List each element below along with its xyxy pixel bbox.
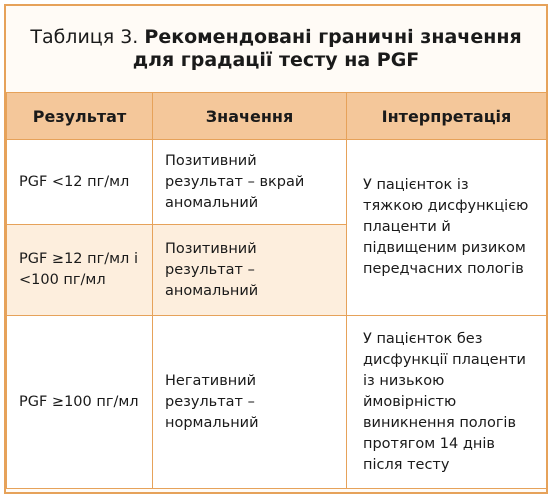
value-cell	[153, 140, 347, 225]
result-cell	[7, 316, 153, 489]
caption-prefix: Таблиця 3.	[30, 26, 139, 48]
header-interpretation: Інтерпретація	[347, 93, 547, 140]
value-cell	[153, 316, 347, 489]
value-cell	[153, 225, 347, 316]
table-row	[7, 316, 547, 489]
caption-title-line2: для градації тесту на PGF	[132, 49, 420, 71]
value-text: Позитивний результат – аномальний	[165, 240, 259, 299]
interpretation-text: У пацієнток без дисфункції плаценти із низькою ймовірністю виникнення пологів протягом 14 днів після тесту	[363, 330, 526, 473]
result-cell	[7, 140, 153, 225]
table-row	[7, 140, 547, 225]
interpretation-cell	[347, 316, 547, 489]
result-text: PGF <12 пг/мл	[19, 173, 130, 190]
table-header-row	[7, 93, 547, 140]
result-cell	[7, 225, 153, 316]
table-frame	[4, 4, 548, 494]
result-text: PGF ≥100 пг/мл	[19, 393, 139, 410]
value-text: Негативний результат – нормальний	[165, 372, 259, 431]
header-result: Результат	[7, 93, 153, 140]
result-text: PGF ≥12 пг/мл і <100 пг/мл	[19, 251, 138, 288]
caption-title-line1: Рекомендовані граничні значення	[144, 26, 522, 48]
interpretation-text: У пацієнток із тяжкою дисфункцією плаценти й підвищеним ризиком передчасних пологів	[363, 177, 529, 277]
header-value: Значення	[153, 93, 347, 140]
interpretation-cell	[347, 140, 547, 316]
pgf-thresholds-table	[6, 92, 547, 489]
table-caption	[8, 8, 544, 90]
value-text: Позитивний результат – вкрай аномальний	[165, 152, 305, 211]
